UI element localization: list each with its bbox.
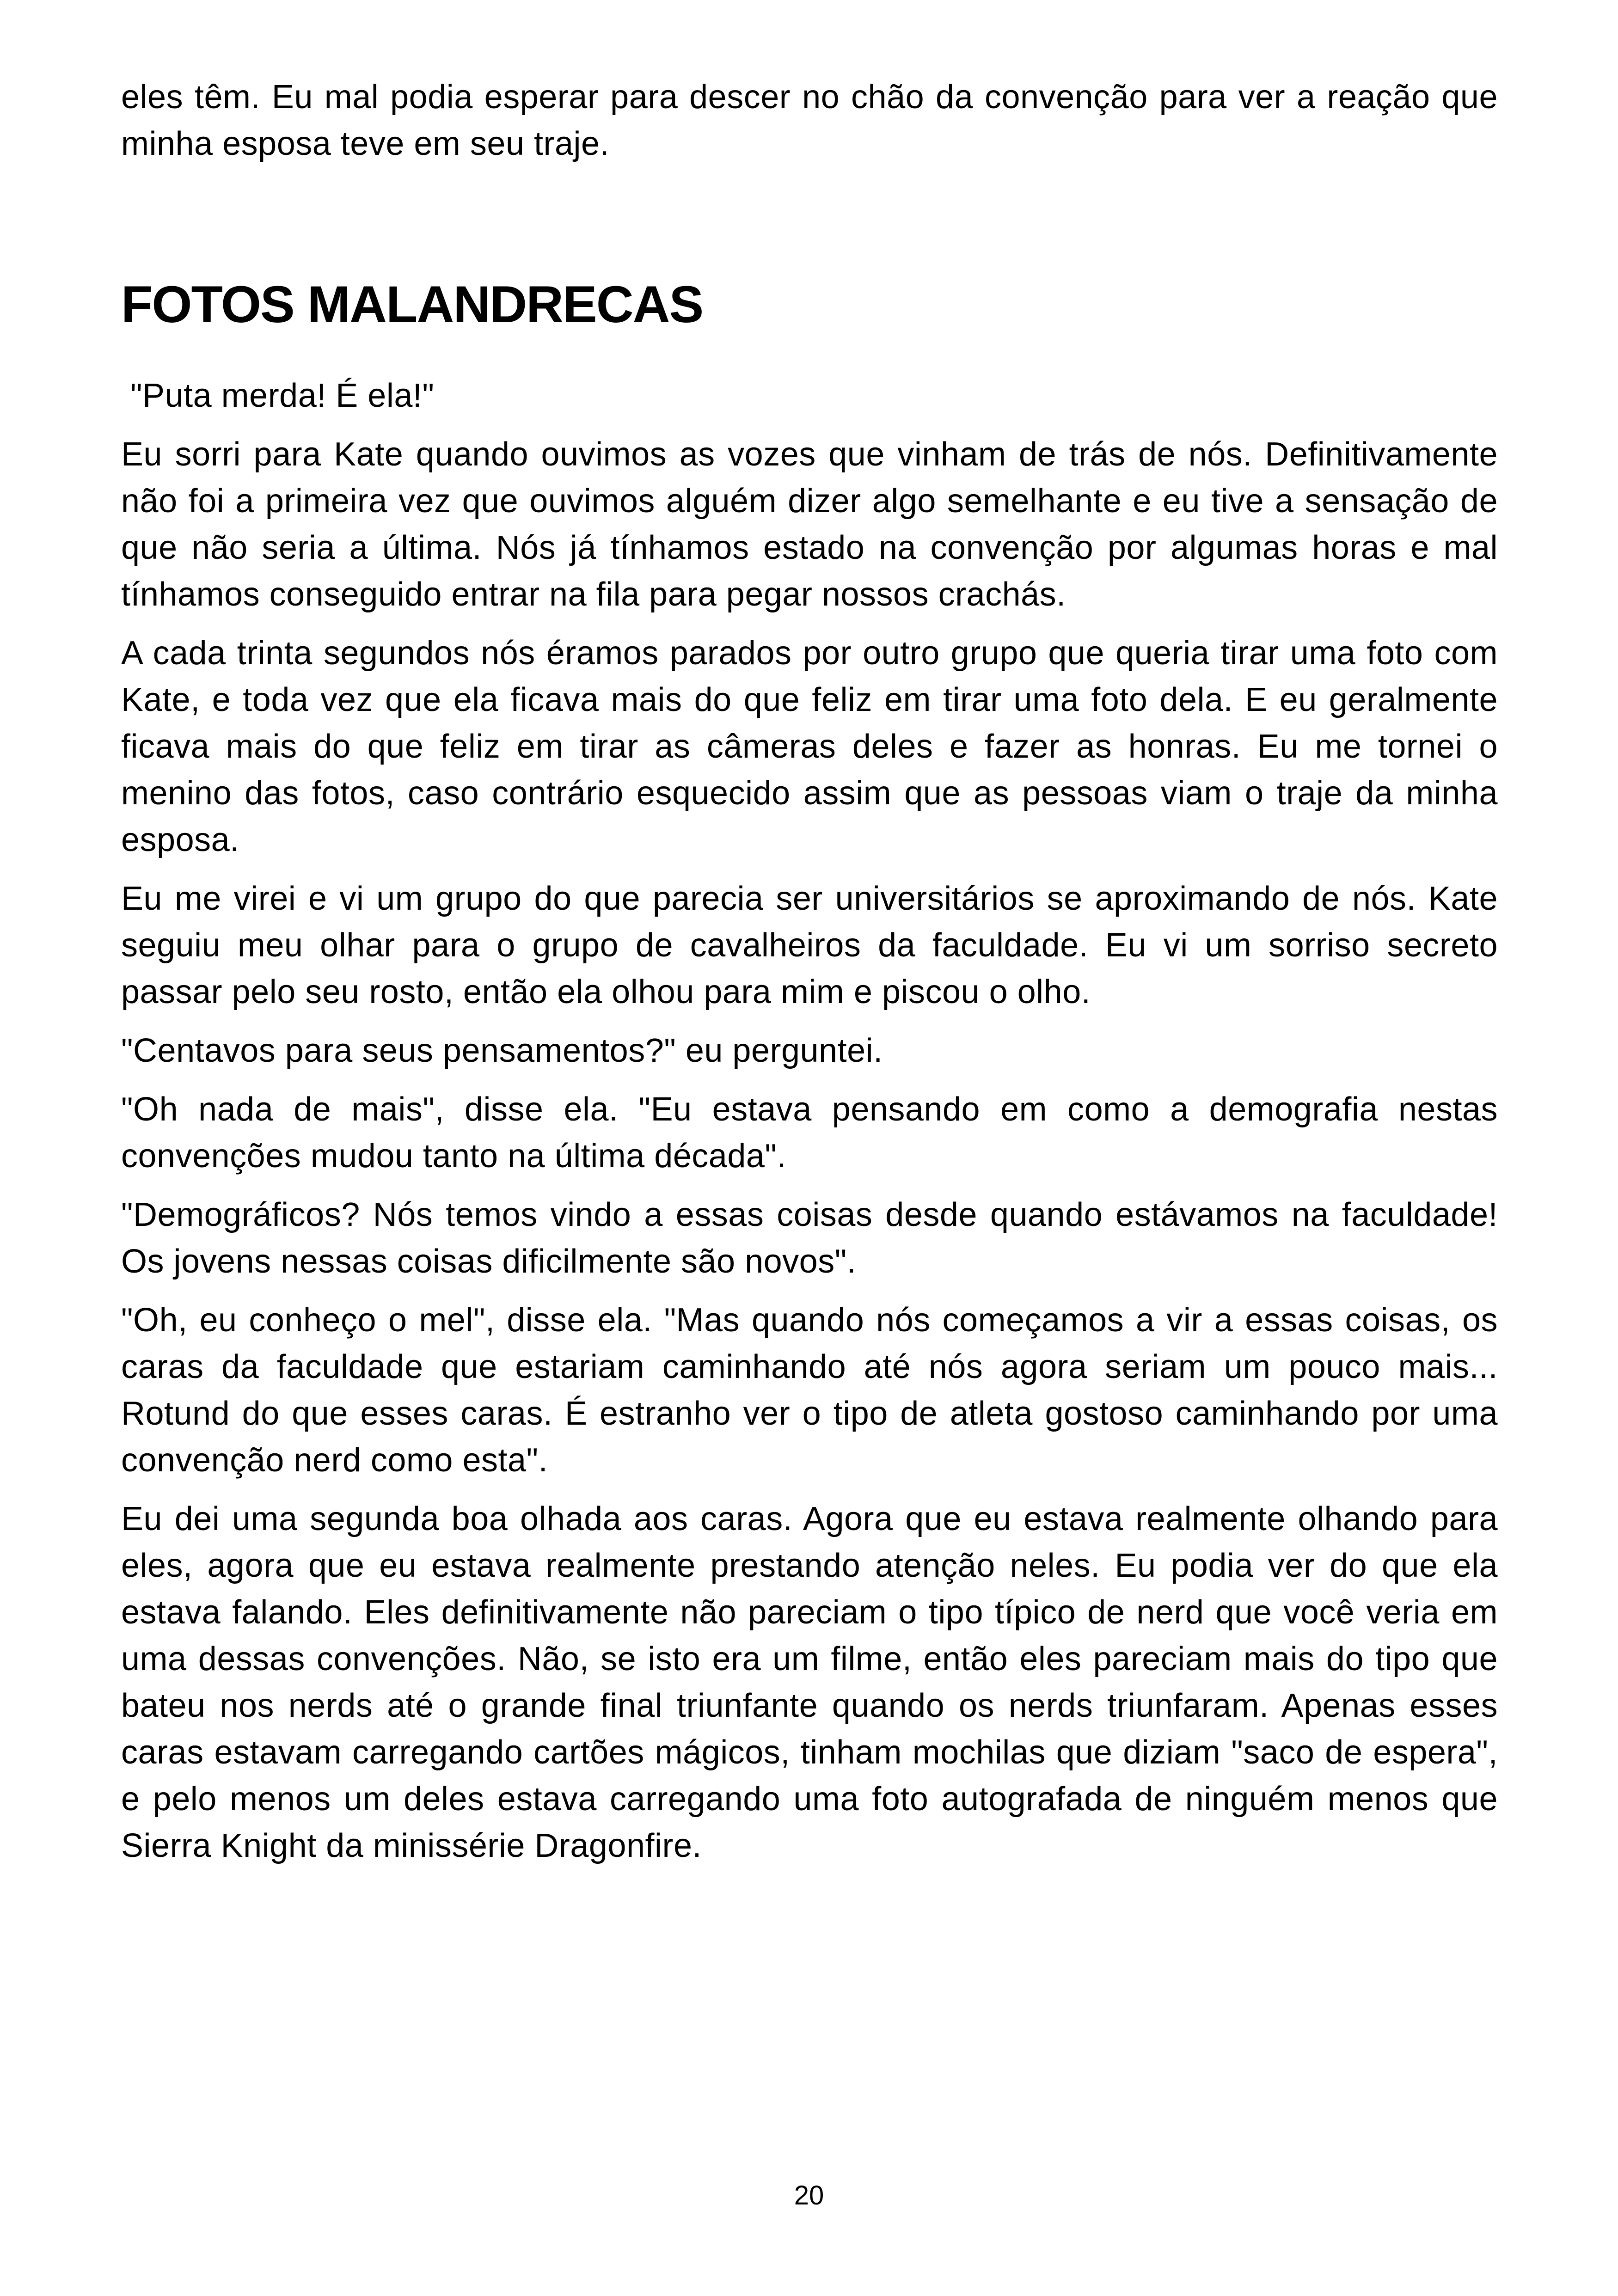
paragraph: Eu dei uma segunda boa olhada aos caras. Agora que eu estava realmente olhando para eles, agora que eu estava realmente prestando atenção neles. Eu podia ver do que ela estava falando. Eles definitivamente não pareciam o tipo típico de nerd que você veria em uma dessas convenções. Não, se isto era um filme, então eles pareciam mais do tipo que bateu nos nerds até o grande final triunfante quando os nerds triunfaram. Apenas esses caras estavam carregando cartões mágicos, tinham mochilas que diziam "saco de espera", e pelo menos um deles estava carregando uma foto autografada de ninguém menos que Sierra Knight da minissérie Dragonfire. — [121, 1500, 1498, 1864]
paragraph: "Oh nada de mais", disse ela. "Eu estava pensando em como a demografia nestas convenções mudou tanto na última década". — [121, 1091, 1498, 1175]
page-number: 20 — [794, 2180, 824, 2210]
page-body — [121, 74, 1498, 1881]
paragraph: A cada trinta segundos nós éramos parados por outro grupo que queria tirar uma foto com Kate, e toda vez que ela ficava mais do que feliz em tirar uma foto dela. E eu geralmente ficava mais do que feliz em tirar as câmeras deles e fazer as honras. Eu me tornei o menino das fotos, caso contrário esquecido assim que as pessoas viam o traje da minha esposa. — [121, 635, 1498, 858]
chapter-title: FOTOS MALANDRECAS — [121, 276, 703, 333]
paragraph: Eu sorri para Kate quando ouvimos as vozes que vinham de trás de nós. Definitivamente não foi a primeira vez que ouvimos alguém dizer algo semelhante e eu tive a sensação de que não seria a última. Nós já tínhamos estado na convenção por algumas horas e mal tínhamos conseguido entrar na fila para pegar nossos crachás. — [121, 436, 1498, 613]
paragraph: "Demográficos? Nós temos vindo a essas coisas desde quando estávamos na faculdade! Os jovens nessas coisas dificilmente são novos". — [121, 1196, 1498, 1280]
paragraph: Eu me virei e vi um grupo do que parecia ser universitários se aproximando de nós. Kate seguiu meu olhar para o grupo de cavalheiros da faculdade. Eu vi um sorriso secreto passar pelo seu rosto, então ela olhou para mim e piscou o olho. — [121, 880, 1498, 1010]
paragraph: "Oh, eu conheço o mel", disse ela. "Mas quando nós começamos a vir a essas coisas, os caras da faculdade que estariam caminhando até nós agora seriam um pouco mais... Rotund do que esses caras. É estranho ver o tipo de atleta gostoso caminhando por uma convenção nerd como esta". — [121, 1302, 1498, 1479]
paragraph: "Puta merda! É ela!" — [130, 377, 435, 414]
opening-paragraph: eles têm. Eu mal podia esperar para descer no chão da convenção para ver a reação que minha esposa teve em seu traje. — [121, 79, 1498, 162]
paragraph: "Centavos para seus pensamentos?" eu perguntei. — [121, 1032, 883, 1069]
